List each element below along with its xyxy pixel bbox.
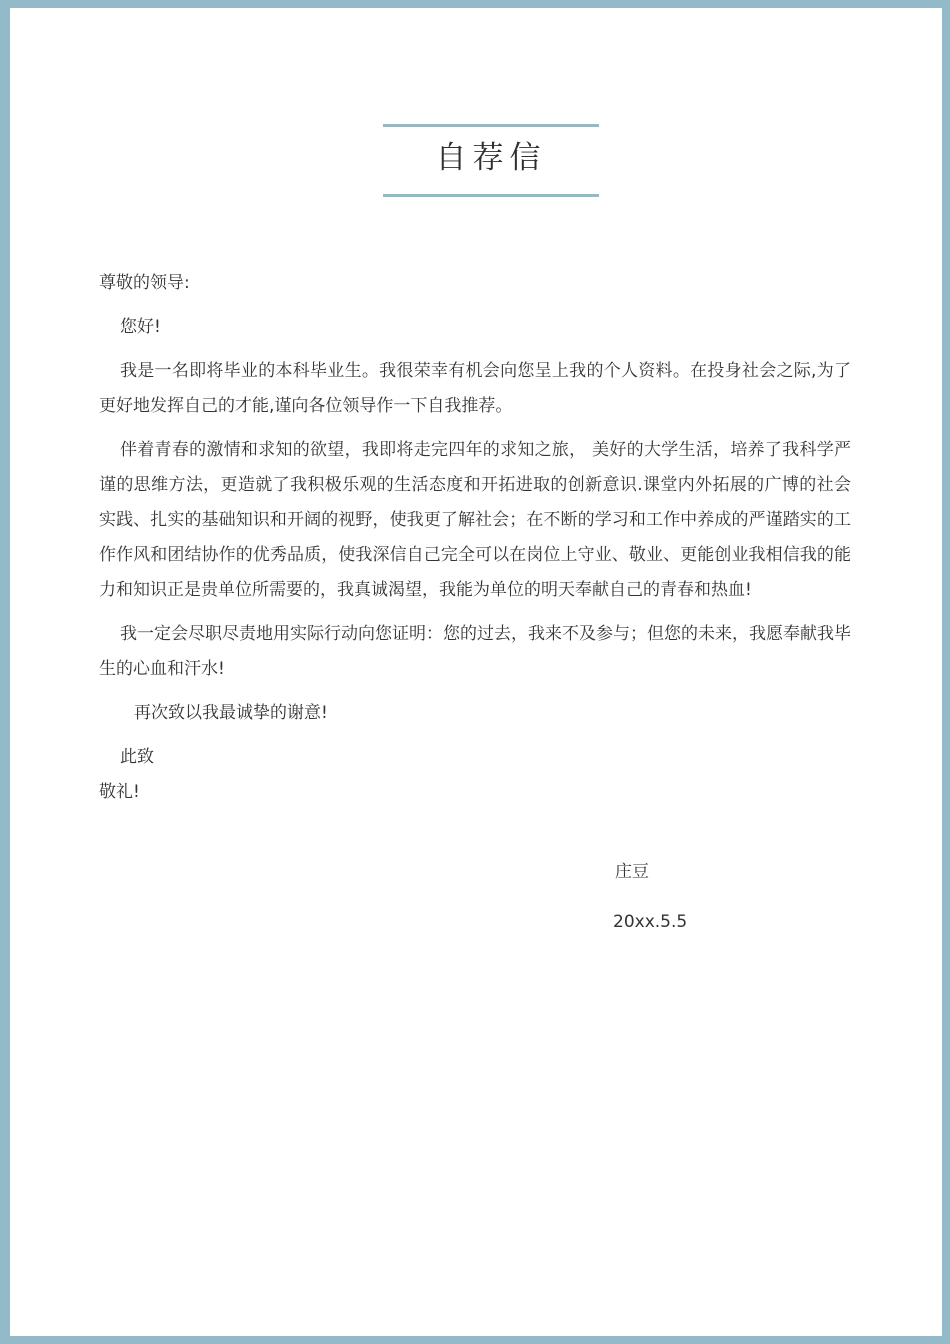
greeting: 您好! [120,317,161,337]
thanks-line: 再次致以我最诚挚的谢意! [134,703,328,723]
letter-page [10,8,942,1336]
experience-paragraph: 伴着青春的激情和求知的欲望，我即将走完四年的求知之旅， 美好的大学生活，培养了我科学严谨的思维方法，更造就了我积极乐观的生活态度和开拓进取的创新意识.课堂内外拓展的广博的社会实践、扎实的基础知识和开阔的视野，使我更了解社会；在不断的学习和工作中养成的严谨踏实的工作作风和团结协作的优秀品质，使我深信自己完全可以在岗位上守业、敬业、更能创业我相信我的能力和知识正是贵单位所需要的，我真诚渴望，我能为单位的明天奉献自己的青春和热血! [99,440,851,600]
closing-line-2: 敬礼! [99,782,140,802]
title-top-rule [383,124,599,127]
closing-line-1: 此致 [120,747,154,767]
salutation: 尊敬的领导: [99,273,190,293]
signature: 庄豆 [615,862,649,882]
title-bottom-rule [383,194,599,197]
page-title: 自荐信 [435,140,547,176]
letter-body [99,266,851,810]
intro-paragraph: 我是一名即将毕业的本科毕业生。我很荣幸有机会向您呈上我的个人资料。在投身社会之际,为了更好地发挥自己的才能,谨向各位领导作一下自我推荐。 [99,361,851,416]
letter-date: 20xx.5.5 [613,912,688,932]
commitment-paragraph: 我一定会尽职尽责地用实际行动向您证明：您的过去，我来不及参与；但您的未来，我愿奉献我毕生的心血和汗水! [99,624,851,679]
title-block [383,124,599,197]
